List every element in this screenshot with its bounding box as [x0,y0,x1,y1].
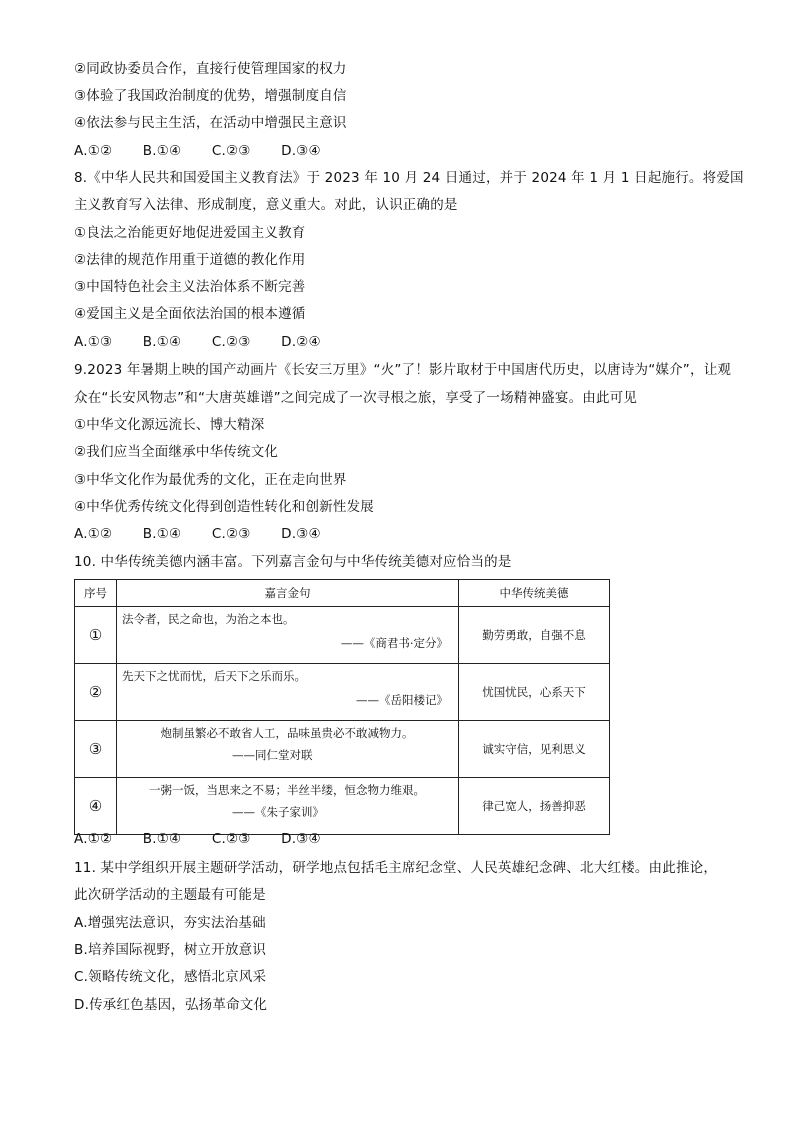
q9-stem-line1: 9.2023 年暑期上映的国产动画片《长安三万里》“火”了！影片取材于中国唐代历史，以唐诗为“媒介”，让观 [74,362,732,378]
table-row [75,607,610,664]
q11-option-b[interactable]: B.培养国际视野，树立开放意识 [74,942,267,958]
row-number: ④ [75,778,117,835]
row-source: ——《商君书·定分》 [340,636,448,650]
row-number: ① [75,607,117,664]
q9-option-b[interactable]: B.①④ [142,526,182,542]
q11-option-c[interactable]: C.领略传统文化，感悟北京风采 [74,969,267,985]
row-number: ② [75,664,117,721]
q7-option-d[interactable]: D.③④ [281,143,321,159]
q10-option-b[interactable]: B.①④ [142,831,182,847]
row-quote-cell [117,664,459,721]
q10-option-d[interactable]: D.③④ [281,831,321,847]
q8-item-4: ④爱国主义是全面依法治国的根本遵循 [74,306,306,322]
q10-stem: 10. 中华传统美德内涵丰富。下列嘉言金句与中华传统美德对应恰当的是 [74,554,512,570]
q10-table [74,579,610,835]
q7-option-c[interactable]: C.②③ [211,143,251,159]
header-number: 序号 [75,580,117,607]
q7-item-3: ③体验了我国政治制度的优势，增强制度自信 [74,88,347,104]
q8-option-a[interactable]: A.①③ [74,334,113,350]
q8-option-d[interactable]: D.②④ [281,334,321,350]
q7-item-2: ②同政协委员合作，直接行使管理国家的权力 [74,61,347,77]
q7-option-a[interactable]: A.①② [74,143,113,159]
q11-stem-line1: 11. 某中学组织开展主题研学活动，研学地点包括毛主席纪念堂、人民英雄纪念碑、北大红楼。由此推论， [74,860,718,876]
q9-option-a[interactable]: A.①② [74,526,113,542]
q10-table-header [75,580,610,607]
q10-options [74,830,321,848]
row-source: ——《朱子家训》 [232,805,324,819]
q9-item-1: ①中华文化源远流长、博大精深 [74,417,265,433]
q8-stem-line2: 主义教育写入法律、形成制度，意义重大。对此，认识正确的是 [74,197,458,213]
table-row [75,778,610,835]
header-virtue: 中华传统美德 [459,580,610,607]
q7-item-4: ④依法参与民主生活，在活动中增强民主意识 [74,115,347,131]
q8-options [74,333,321,351]
row-virtue: 律己宽人，扬善抑恶 [459,778,610,835]
q8-item-2: ②法律的规范作用重于道德的教化作用 [74,252,306,268]
q9-item-2: ②我们应当全面继承中华传统文化 [74,444,279,460]
row-virtue: 诚实守信，见利思义 [459,721,610,778]
q9-item-3: ③中华文化作为最优秀的文化，正在走向世界 [74,472,347,488]
q8-option-c[interactable]: C.②③ [211,334,251,350]
q8-option-b[interactable]: B.①④ [142,334,182,350]
row-quote: 法令者，民之命也，为治之本也。 [122,612,295,626]
table-row [75,664,610,721]
q9-stem-line2: 众在“长安风物志”和“大唐英雄谱”之间完成了一次寻根之旅，享受了一场精神盛宴。由此可见 [74,390,638,406]
row-number: ③ [75,721,117,778]
q8-stem-line1: 8.《中华人民共和国爱国主义教育法》于 2023 年 10 月 24 日通过，并于 2024 年 1 月 1 日起施行。将爱国 [74,170,744,186]
row-quote: 炮制虽繁必不敢省人工，品味虽贵必不敢减物力。 [160,726,414,740]
row-quote-cell [117,607,459,664]
table-row [75,721,610,778]
row-quote: 先天下之忧而忧，后天下之乐而乐。 [122,669,306,683]
q9-option-c[interactable]: C.②③ [211,526,251,542]
q11-option-a[interactable]: A.增强宪法意识，夯实法治基础 [74,915,266,931]
row-virtue: 勤劳勇敢，自强不息 [459,607,610,664]
q11-option-d[interactable]: D.传承红色基因，弘扬革命文化 [74,997,268,1013]
q9-item-4: ④中华优秀传统文化得到创造性转化和创新性发展 [74,499,375,515]
row-quote-cell [117,721,459,778]
q8-item-3: ③中国特色社会主义法治体系不断完善 [74,279,306,295]
q9-options [74,525,321,543]
row-source: ——同仁堂对联 [232,748,313,762]
q9-option-d[interactable]: D.③④ [281,526,321,542]
q10-option-c[interactable]: C.②③ [211,831,251,847]
header-quote: 嘉言金句 [117,580,459,607]
q11-stem-line2: 此次研学活动的主题最有可能是 [74,887,266,903]
q7-option-b[interactable]: B.①④ [142,143,182,159]
q10-option-a[interactable]: A.①② [74,831,113,847]
row-virtue: 忧国忧民，心系天下 [459,664,610,721]
row-source: ——《岳阳楼记》 [356,693,448,707]
q8-item-1: ①良法之治能更好地促进爱国主义教育 [74,225,306,241]
q7-options [74,142,321,160]
row-quote: 一粥一饭，当思来之不易；半丝半缕，恒念物力维艰。 [149,783,425,797]
row-quote-cell [117,778,459,835]
